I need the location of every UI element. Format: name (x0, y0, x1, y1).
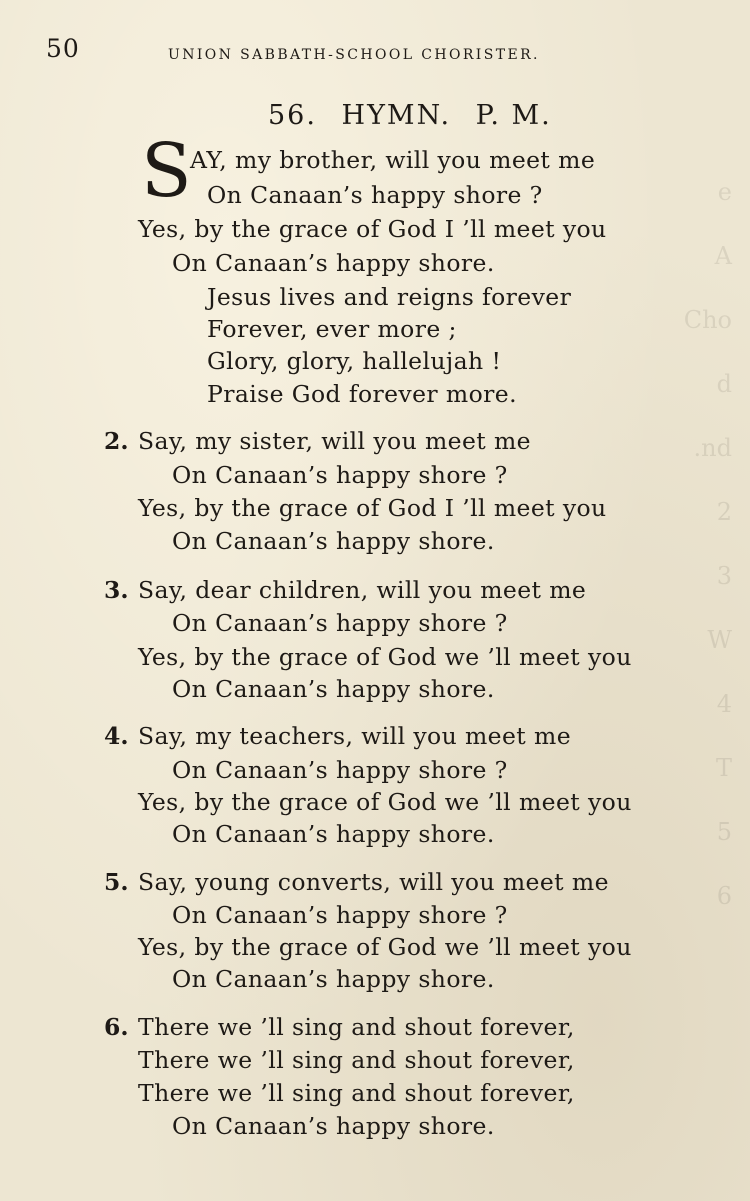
stanza-2-line-1: Say, my sister, will you meet me (138, 427, 531, 455)
stanza-5-line-2: On Canaan’s happy shore ? (172, 901, 508, 929)
stanza-2-line-2: On Canaan’s happy shore ? (172, 461, 508, 489)
stanza-4-line-3: Yes, by the grace of God we ’ll meet you (138, 788, 632, 816)
stanza-3-line-3: Yes, by the grace of God we ’ll meet you (138, 643, 632, 671)
stanza-3-line-2: On Canaan’s happy shore ? (172, 609, 508, 637)
hymn-title (268, 100, 566, 131)
drop-cap: S (141, 128, 192, 214)
stanza-6-line-2: There we ’ll sing and shout forever, (138, 1046, 575, 1074)
page-header (46, 34, 634, 74)
stanza-6-number: 6. (104, 1013, 129, 1041)
stanza-6-line-4: On Canaan’s happy shore. (172, 1112, 495, 1140)
chorus-line-2: Forever, ever more ; (207, 315, 457, 343)
chorus-line-3: Glory, glory, hallelujah ! (207, 347, 502, 375)
hymn-meter: P. M. (475, 100, 552, 131)
stanza-1-line-2: On Canaan’s happy shore ? (207, 181, 543, 209)
stanza-2-line-3: Yes, by the grace of God I ’ll meet you (138, 494, 607, 522)
hymn-number: 56. (268, 100, 317, 131)
stanza-1-line-4: On Canaan’s happy shore. (172, 249, 495, 277)
stanza-2-line-4: On Canaan’s happy shore. (172, 527, 495, 555)
running-head: UNION SABBATH-SCHOOL CHORISTER. (168, 47, 540, 63)
stanza-6-line-1: There we ’ll sing and shout forever, (138, 1013, 575, 1041)
show-through-texture: e A Cho d .nd 2 3 W 4 T 5 6 (683, 178, 732, 910)
page-number: 50 (46, 34, 80, 63)
stanza-4-line-4: On Canaan’s happy shore. (172, 820, 495, 848)
stanza-1-line-1: AY, my brother, will you meet me (190, 146, 596, 174)
stanza-1-line-3: Yes, by the grace of God I ’ll meet you (138, 215, 607, 243)
stanza-3-line-4: On Canaan’s happy shore. (172, 675, 495, 703)
chorus-line-4: Praise God forever more. (207, 380, 517, 408)
stanza-5-number: 5. (104, 868, 129, 896)
stanza-3-number: 3. (104, 576, 129, 604)
stanza-6-line-3: There we ’ll sing and shout forever, (138, 1079, 575, 1107)
stanza-2-number: 2. (104, 427, 129, 455)
stanza-4-line-2: On Canaan’s happy shore ? (172, 756, 508, 784)
stanza-3-line-1: Say, dear children, will you meet me (138, 576, 587, 604)
stanza-5-line-3: Yes, by the grace of God we ’ll meet you (138, 933, 632, 961)
chorus-line-1: Jesus lives and reigns forever (207, 283, 572, 311)
stanza-4-line-1: Say, my teachers, will you meet me (138, 722, 571, 750)
stanza-5-line-4: On Canaan’s happy shore. (172, 965, 495, 993)
hymn-label: HYMN. (341, 100, 452, 131)
stanza-5-line-1: Say, young converts, will you meet me (138, 868, 609, 896)
stanza-4-number: 4. (104, 722, 129, 750)
